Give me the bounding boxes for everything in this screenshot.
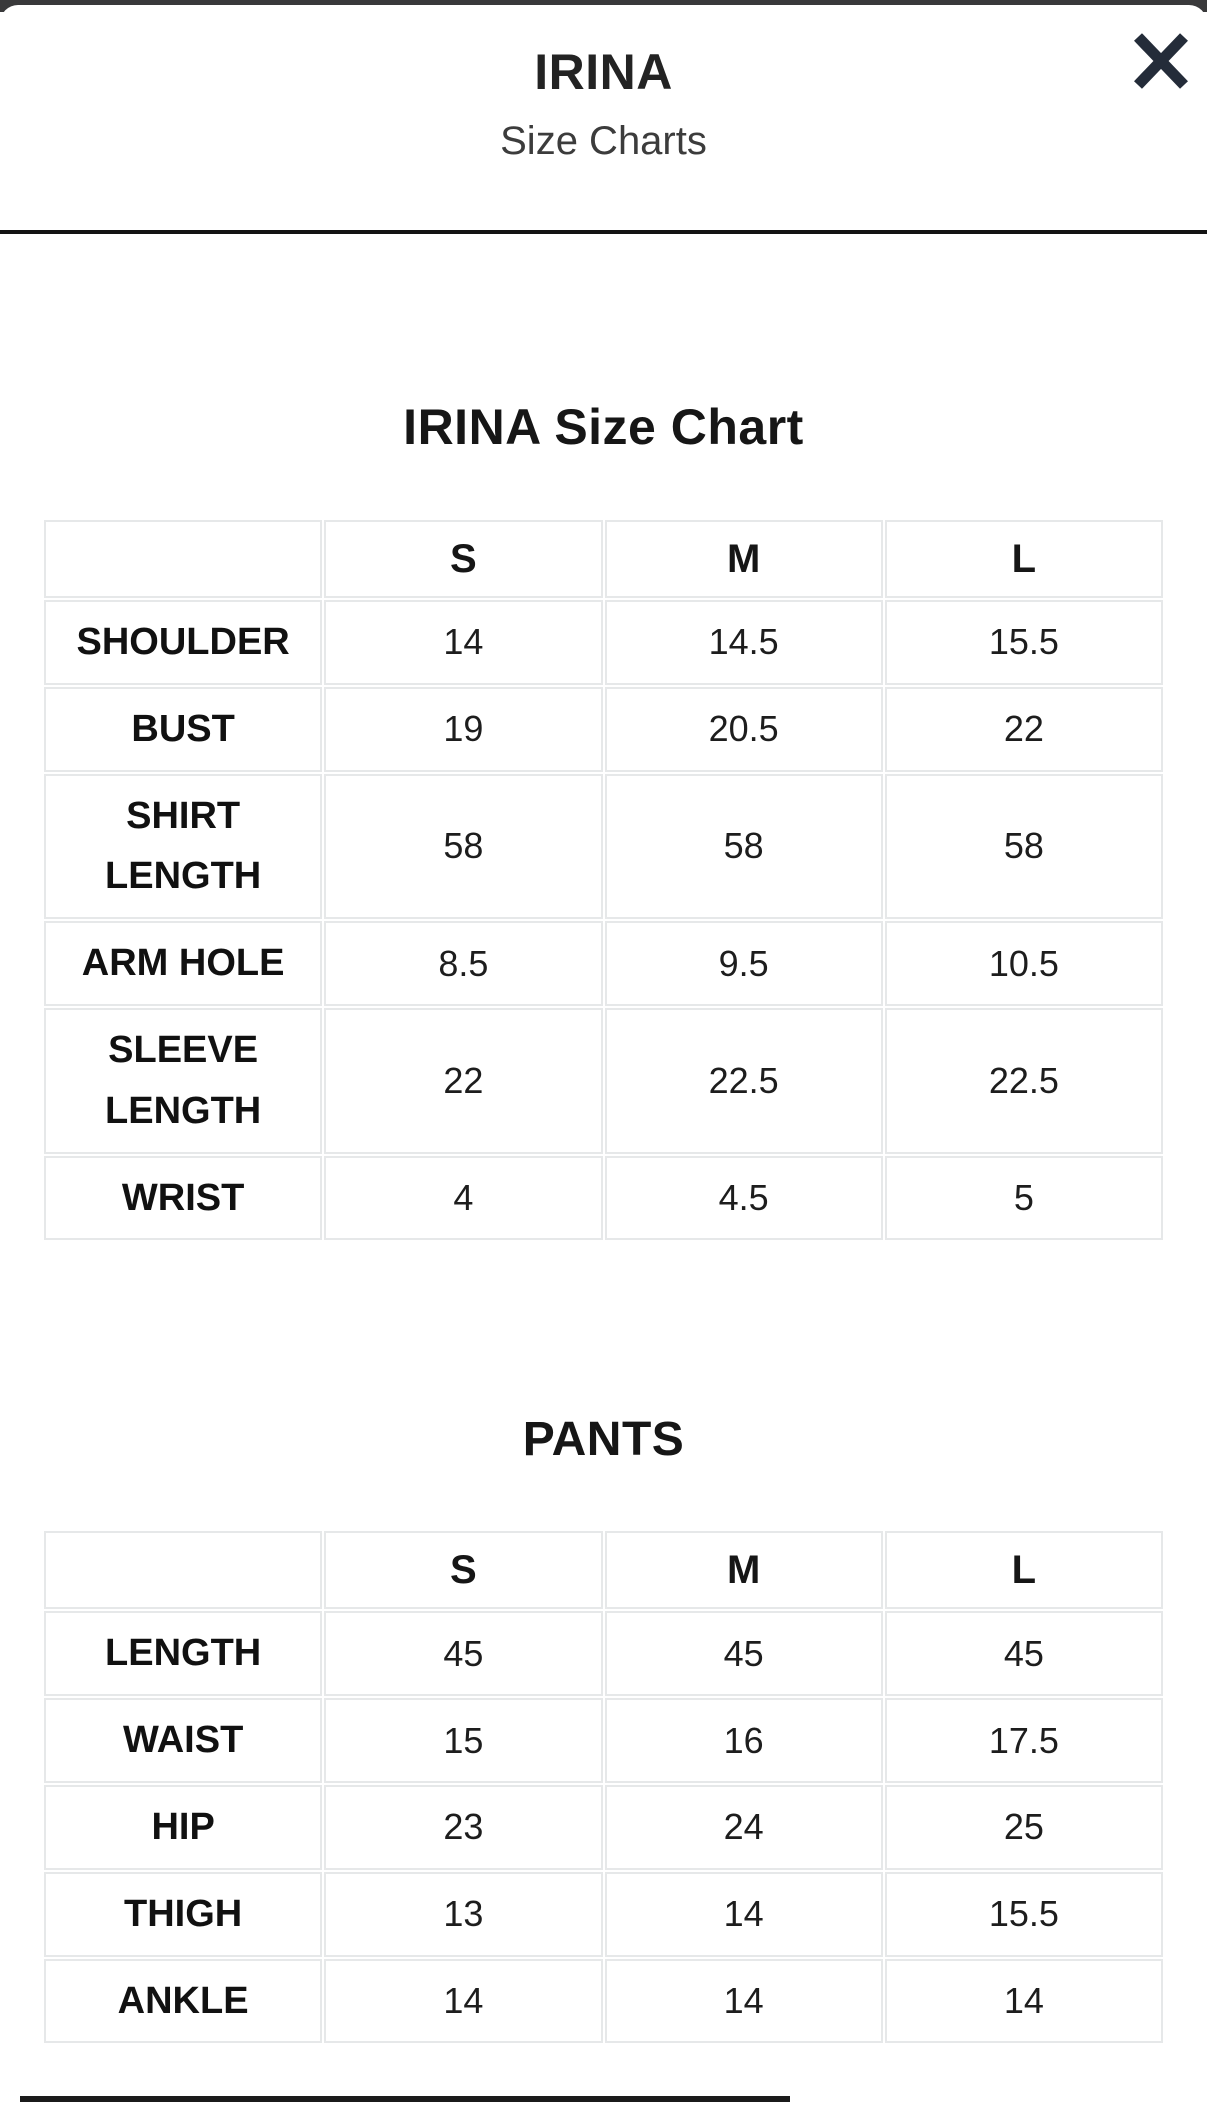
pants-size-section [0,1412,1207,2045]
measurement-value: 13 [324,1872,602,1957]
measurement-value: 14 [605,1959,883,2044]
measurement-value: 14 [605,1872,883,1957]
measurement-value: 22 [885,687,1163,772]
measurement-label: WRIST [44,1156,322,1241]
product-title: IRINA [534,44,673,100]
close-icon [1127,33,1195,89]
table-row [44,1611,1163,1696]
measurement-value: 58 [885,774,1163,920]
shirt-size-table [42,518,1165,1242]
measurement-label: ARM HOLE [44,921,322,1006]
measurement-value: 22 [324,1008,602,1154]
modal-body [0,398,1207,2045]
shirt-size-chart-title: IRINA Size Chart [403,399,804,455]
table-row [44,1959,1163,2044]
measurement-value: 58 [605,774,883,920]
measurement-value: 15.5 [885,1872,1163,1957]
corner-header-cell [44,520,322,598]
measurement-value: 58 [324,774,602,920]
measurement-label: THIGH [44,1872,322,1957]
measurement-value: 9.5 [605,921,883,1006]
shirt-size-section [0,398,1207,1242]
modal-subtitle: Size Charts [500,119,707,163]
table-row [44,774,1163,920]
measurement-value: 14 [324,600,602,685]
measurement-value: 4 [324,1156,602,1241]
modal-header [0,5,1207,234]
measurement-value: 22.5 [605,1008,883,1154]
measurement-value: 15 [324,1698,602,1783]
measurement-value: 17.5 [885,1698,1163,1783]
measurement-value: 20.5 [605,687,883,772]
measurement-label: SLEEVE LENGTH [44,1008,322,1154]
pants-chart-title: PANTS [522,1413,685,1467]
size-charts-modal [0,5,1207,2102]
measurement-value: 16 [605,1698,883,1783]
close-button[interactable] [1127,27,1195,95]
size-column-header: L [885,520,1163,598]
corner-header-cell [44,1531,322,1609]
measurement-value: 14.5 [605,600,883,685]
table-row [44,1698,1163,1783]
table-row [44,687,1163,772]
measurement-label: LENGTH [44,1611,322,1696]
measurement-value: 14 [324,1959,602,2044]
measurement-value: 45 [885,1611,1163,1696]
table-row [44,1008,1163,1154]
underlying-page-edge [20,2096,790,2102]
measurement-label: HIP [44,1785,322,1870]
measurement-label: BUST [44,687,322,772]
measurement-value: 22.5 [885,1008,1163,1154]
measurement-value: 19 [324,687,602,772]
measurement-value: 25 [885,1785,1163,1870]
size-column-header: S [324,1531,602,1609]
measurement-value: 24 [605,1785,883,1870]
measurement-label: SHIRT LENGTH [44,774,322,920]
size-column-header: S [324,520,602,598]
table-row [44,600,1163,685]
table-row [44,1872,1163,1957]
measurement-label: ANKLE [44,1959,322,2044]
size-header-row [44,520,1163,598]
table-row [44,1785,1163,1870]
measurement-value: 45 [324,1611,602,1696]
measurement-value: 4.5 [605,1156,883,1241]
measurement-value: 23 [324,1785,602,1870]
measurement-value: 45 [605,1611,883,1696]
size-column-header: L [885,1531,1163,1609]
size-column-header: M [605,1531,883,1609]
table-row [44,921,1163,1006]
measurement-value: 10.5 [885,921,1163,1006]
measurement-label: SHOULDER [44,600,322,685]
measurement-label: WAIST [44,1698,322,1783]
size-header-row [44,1531,1163,1609]
measurement-value: 14 [885,1959,1163,2044]
measurement-value: 5 [885,1156,1163,1241]
measurement-value: 15.5 [885,600,1163,685]
size-column-header: M [605,520,883,598]
measurement-value: 8.5 [324,921,602,1006]
table-row [44,1156,1163,1241]
pants-size-table [42,1529,1165,2045]
